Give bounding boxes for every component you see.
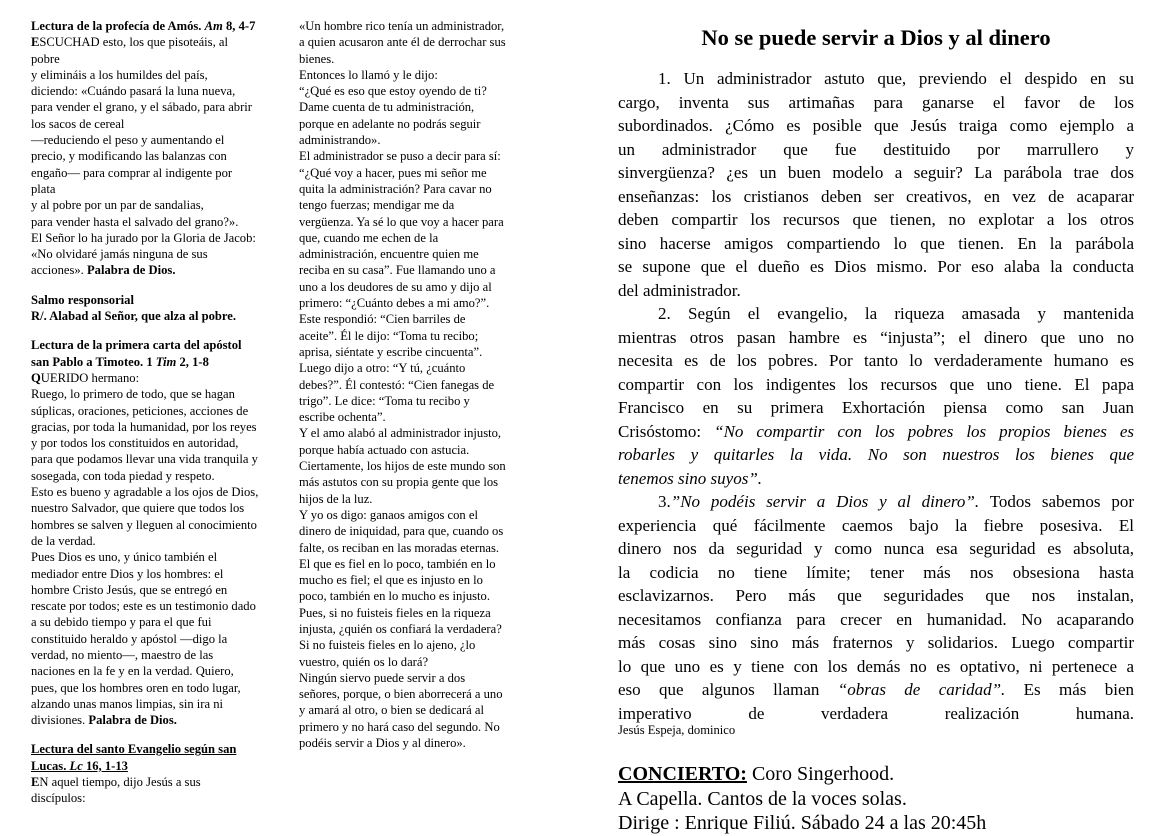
- reading2-dropcap: Q: [31, 370, 41, 385]
- reading1-line: [31, 262, 283, 278]
- commentary-text: Es más bien: [1005, 680, 1135, 699]
- paragraph-2: [618, 302, 1134, 490]
- gospel-line: mucho es fiel; el que es injusto en lo: [299, 573, 483, 588]
- gospel-line: Entonces lo llamó y le dijo:: [299, 67, 438, 82]
- gospel-line: escribe ochenta”.: [299, 410, 386, 425]
- commentary-line: experiencia qué fácilmente caemos bajo la fiebre posesiva. El: [618, 515, 1134, 535]
- gospel-column: [299, 18, 551, 751]
- concert-notice: [618, 762, 1134, 836]
- reading1-line: —reduciendo el peso y aumentando el: [31, 133, 225, 148]
- gospel-line: aceite”. Él le dijo: “Toma tu recibo;: [299, 328, 479, 343]
- gospel-line: El administrador se puso a decir para sí:: [299, 149, 501, 164]
- concert-line: [618, 762, 1134, 787]
- gospel-title: Lectura del santo Evangelio según san: [31, 742, 237, 757]
- commentary-column: [618, 18, 1134, 836]
- commentary-line: esclavizarnos. Pero más que seguridades que nos instalan,: [618, 586, 1134, 605]
- reading2-line: hombres se salven y lleguen al conocimiento: [31, 517, 257, 532]
- gospel-line: administración, encuentre quien me: [299, 247, 479, 262]
- commentary-line: sino hacerse amigos compartiendo lo que tienen. En la parábola: [618, 233, 1134, 253]
- gospel-line: y amará al otro, o bien se dedicará al: [299, 703, 484, 718]
- reading1-text: acciones».: [31, 263, 84, 278]
- quote-text: ”No podéis servir a Dios y al dinero”.: [670, 492, 980, 511]
- gospel-line: Ciertamente, los hijos de este mundo son: [299, 459, 506, 474]
- gospel-line: que, cuando me echen de la: [299, 230, 439, 245]
- reading1-title: Lectura de la profecía de Amós.: [31, 19, 202, 33]
- reading2-title: san Pablo a Timoteo. 1: [31, 354, 153, 369]
- commentary-line: [618, 678, 1134, 702]
- reading2-line: nuestro Salvador, que quiere que todos los: [31, 501, 245, 516]
- reading2-ref: Tim: [155, 354, 177, 369]
- reading2-text: divisiones.: [31, 713, 86, 728]
- gospel-line: “¿Qué es eso que estoy oyendo de ti?: [299, 84, 487, 99]
- concert-line: Dirige : Enrique Filiú. Sábado 24 a las 20:45h: [618, 812, 987, 834]
- reading1-line: para vender hasta el salvado del grano?».: [31, 214, 239, 229]
- commentary-line: 1. Un administrador astuto que, previendo el despido en su: [658, 69, 1134, 88]
- commentary-line: sinvergüenza? ¿es un buen modelo a seguir? La parábola trae dos: [618, 163, 1134, 182]
- gospel-line: tengo fuerzas; mendigar me da: [299, 198, 455, 213]
- gospel-ref-num: 16, 1-13: [85, 758, 128, 773]
- reading2-line: sosegada, con toda piedad y respeto.: [31, 468, 215, 483]
- commentary-text: Todos sabemos por: [979, 492, 1134, 511]
- gospel-line: discípulos:: [31, 791, 86, 806]
- reading2-ref-num: 2, 1-8: [179, 354, 209, 369]
- gospel-line: Pues, si no fuisteis fieles en la riqueza: [299, 605, 491, 620]
- reading1-line: y al pobre por un par de sandalias,: [31, 198, 204, 213]
- reading1-line: los sacos de cereal: [31, 116, 125, 131]
- reading2-line: naciones en la fe y en la verdad. Quiero,: [31, 664, 234, 679]
- author-signature: Jesús Espeja, dominico: [618, 723, 736, 737]
- reading2-line: mediador entre Dios y los hombres: el: [31, 566, 224, 581]
- reading2-line: rescate por todos; este es un testimonio dado: [31, 599, 256, 614]
- gospel-line: Este respondió: “Cien barriles de: [299, 312, 466, 327]
- reading2-line: Ruego, lo primero de todo, que se hagan: [31, 387, 235, 402]
- reading1-dropcap: E: [31, 35, 40, 50]
- gospel-heading: [31, 758, 283, 774]
- gospel-line: “¿Qué voy a hacer, pues mi señor me: [299, 165, 487, 180]
- psalm-response: R/. Alabad al Señor, que alza al pobre.: [31, 309, 237, 324]
- gospel-line: primero y no hará caso del segundo. No: [299, 719, 500, 734]
- gospel-line: Si no fuisteis fieles en lo ajeno, ¿lo: [299, 638, 476, 653]
- reading1-heading: [31, 18, 283, 34]
- gospel-line: trigo”. Le dice: “Toma tu recibo y: [299, 393, 470, 408]
- concert-label: CONCIERTO:: [618, 763, 747, 785]
- reading2-heading: [31, 354, 283, 370]
- gospel-line: Luego dijo a otro: “Y tú, ¿cuánto: [299, 361, 466, 376]
- gospel-line: Y el amo alabó al administrador injusto,: [299, 426, 502, 441]
- gospel-line: vergüenza. Ya sé lo que voy a hacer para: [299, 214, 504, 229]
- commentary-text: eso que algunos llaman: [618, 680, 838, 699]
- page-title: No se puede servir a Dios y al dinero: [701, 25, 1051, 50]
- paragraph-1: [618, 67, 1134, 302]
- reading1-line: plata: [31, 181, 56, 196]
- commentary-line: 2. Según el evangelio, la riqueza amasada y mantenida: [658, 304, 1134, 323]
- reading2-line: a su debido tiempo y para el que fui: [31, 615, 212, 630]
- gospel-text: N aquel tiempo, dijo Jesús a sus: [39, 775, 201, 790]
- gospel-line: primero: “¿Cuánto debes a mi amo?”.: [299, 296, 490, 311]
- psalm-title: Salmo responsorial: [31, 292, 134, 307]
- word-of-god: Palabra de Dios.: [88, 713, 177, 728]
- reading1-line: pobre: [31, 51, 60, 66]
- reading1-line: para vender el grano, y el sábado, para abrir: [31, 100, 252, 115]
- reading2-line: [31, 712, 283, 728]
- gospel-line: porque en adelante no podrás seguir: [299, 116, 481, 131]
- gospel-line: dinero de iniquidad, para que, cuando os: [299, 524, 504, 539]
- gospel-line: Dame cuenta de tu administración,: [299, 100, 475, 115]
- commentary-line: un administrador que fue destituido por marrullero y: [618, 139, 1134, 159]
- concert-line: A Capella. Cantos de la voces solas.: [618, 787, 907, 810]
- concert-text: Coro Singerhood.: [746, 763, 895, 785]
- gospel-line: uno a los deudores de su amo y dijo al: [299, 279, 492, 294]
- gospel-line: injusta, ¿quién os confiará la verdadera?: [299, 621, 502, 636]
- commentary-line: dinero nos da seguridad y como nunca esa seguridad es absoluta,: [618, 539, 1134, 558]
- reading1-line: engaño— para comprar al indigente por: [31, 165, 233, 180]
- gospel-dropcap: E: [31, 775, 40, 790]
- reading2-line: hombre Cristo Jesús, que se entregó en: [31, 582, 228, 597]
- commentary-line: Francisco en su primera Exhortación piensa como san Juan: [618, 398, 1134, 417]
- gospel-line: bienes.: [299, 51, 335, 66]
- gospel-line: poco, también en lo mucho es injusto.: [299, 589, 490, 604]
- reading2-line: alzando unas manos limpias, sin ira ni: [31, 696, 224, 711]
- reading1-line: precio, y modificando las balanzas con: [31, 149, 227, 164]
- reading1-line: diciendo: «Cuándo pasará la luna nueva,: [31, 84, 236, 99]
- gospel-line: hijos de la luz.: [299, 491, 373, 506]
- gospel-line: podéis servir a Dios y al dinero».: [299, 736, 466, 751]
- commentary-line: [618, 490, 1134, 514]
- quote-text: “obras de caridad”.: [837, 680, 1006, 699]
- gospel-line: más astutos con su propia gente que los: [299, 475, 499, 490]
- reading2-line: Pues Dios es uno, y único también el: [31, 550, 218, 565]
- reading1-line: El Señor lo ha jurado por la Gloria de Jacob:: [31, 230, 256, 245]
- gospel-line: El que es fiel en lo poco, también en lo: [299, 556, 496, 571]
- gospel-line: «Un hombre rico tenía un administrador,: [299, 19, 505, 33]
- commentary-line: mientras otros pasan hambre es “injusta”; el dinero que uno no: [618, 327, 1134, 347]
- commentary-line: más cosas sino sino más fraternos y solidarios. Luego compartir: [618, 633, 1134, 652]
- reading2-line: verdad, no miento—, maestro de las: [31, 647, 214, 662]
- quote-text: robarles y quitarles la vida. No son nuestros los bienes que: [618, 445, 1134, 464]
- gospel-line: vuestro, quién os lo dará?: [299, 654, 429, 669]
- gospel-title: Lucas.: [31, 758, 67, 773]
- gospel-line: administrando».: [299, 133, 381, 148]
- gospel-line: porque había actuado con astucia.: [299, 442, 470, 457]
- reading2-line: de la verdad.: [31, 533, 96, 548]
- gospel-ref: Lc: [69, 758, 83, 773]
- commentary-line: subordinados. ¿Cómo es posible que Jesús traiga como ejemplo a: [618, 116, 1134, 135]
- reading2-line: [31, 370, 283, 386]
- commentary-line: lo que uno es y tiene con los demás no es optativo, ni pertenece a: [618, 656, 1134, 676]
- reading2-line: Esto es bueno y agradable a los ojos de Dios,: [31, 485, 259, 500]
- gospel-line: [31, 774, 283, 790]
- gospel-line: a quien acusaron ante él de derrochar sus: [299, 35, 506, 50]
- quote-text: “No compartir con los pobres los propios bienes es: [714, 421, 1135, 441]
- reading1-ref: Am: [204, 19, 223, 33]
- reading1-text: SCUCHAD esto, los que pisoteáis, al: [39, 35, 228, 50]
- commentary-line: deben compartir los recursos que tienen, no explotar a los otros: [618, 210, 1134, 229]
- gospel-line: Y yo os digo: ganaos amigos con el: [299, 507, 478, 522]
- gospel-line: señores, porque, o bien aborrecerá a uno: [299, 687, 503, 702]
- commentary-line: del administrador.: [618, 280, 741, 300]
- gospel-line: quita la administración? Para cavar no: [299, 181, 492, 196]
- readings-column: [31, 18, 283, 807]
- commentary-line: la codicia no tiene límite; tener más nos obsesiona hasta: [618, 562, 1134, 582]
- reading1-ref-num: 8, 4-7: [225, 19, 256, 33]
- reading1-line: [31, 34, 283, 50]
- gospel-line: aprisa, siéntate y escribe cincuenta”.: [299, 344, 483, 359]
- commentary-line: compartir con los indigentes los recursos que uno tiene. El papa: [618, 374, 1134, 394]
- word-of-god: Palabra de Dios.: [86, 263, 176, 278]
- reading2-line: y por todos los constituidos en autoridad,: [31, 436, 239, 451]
- reading2-line: constituido heraldo y apóstol —digo la: [31, 631, 228, 646]
- commentary-line: se supone que el dueño es Dios mismo. Por eso alaba la conducta: [618, 257, 1134, 276]
- reading1-line: «No olvidaré jamás ninguna de sus: [31, 247, 208, 262]
- paragraph-3: [618, 490, 1134, 725]
- commentary-line: imperativo de verdadera realización humana.: [618, 703, 1134, 723]
- commentary-text: 3.: [658, 492, 671, 511]
- commentary-line: [618, 420, 1134, 444]
- commentary-line: enseñanzas: los cristianos deben ser creativos, en vez de acaparar: [618, 186, 1134, 206]
- commentary-text: Crisóstomo:: [618, 421, 715, 441]
- commentary-line: necesitamos confianza para crecer en humanidad. No acaparando: [618, 609, 1134, 629]
- commentary-line: necesita es de los pobres. Por tanto lo verdaderamente humano es: [618, 351, 1134, 370]
- quote-text: tenemos sino suyos”.: [618, 468, 763, 488]
- gospel-line: reciba en su casa”. Fue llamando uno a: [299, 263, 496, 278]
- reading1-line: y elimináis a los humildes del país,: [31, 67, 208, 82]
- reading2-title: Lectura de la primera carta del apóstol: [31, 338, 242, 353]
- gospel-line: Ningún siervo puede servir a dos: [299, 670, 466, 685]
- gospel-line: debes?”. Él contestó: “Cien fanegas de: [299, 377, 495, 392]
- gospel-line: falte, os reciban en las moradas eternas.: [299, 540, 500, 555]
- reading2-text: UERIDO hermano:: [40, 370, 140, 385]
- reading2-line: pues, que los hombres oren en todo lugar,: [31, 680, 241, 695]
- reading2-line: para que podamos llevar una vida tranquila y: [31, 452, 258, 467]
- reading2-line: súplicas, oraciones, peticiones, acciones de: [31, 403, 249, 418]
- commentary-line: cargo, inventa sus artimañas para ganarse el favor de los: [618, 92, 1134, 112]
- reading2-line: gracias, por toda la humanidad, por los reyes: [31, 419, 257, 434]
